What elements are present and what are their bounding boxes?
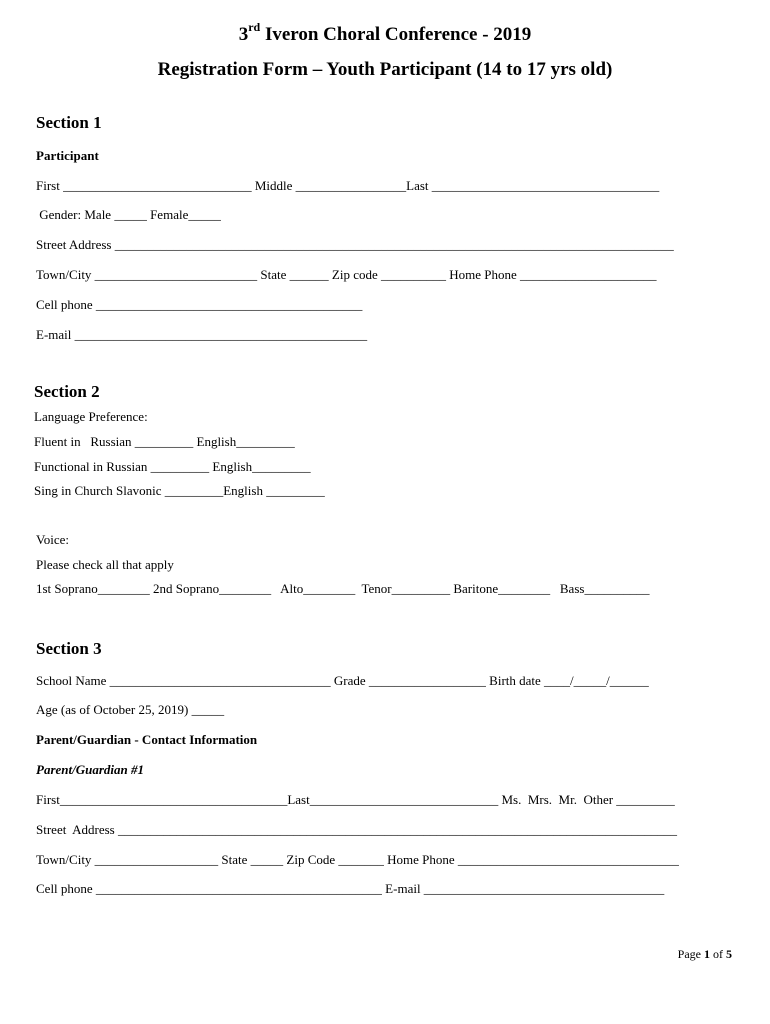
functional-line[interactable]: Functional in Russian _________ English_________ — [34, 459, 311, 474]
page-num: 1 — [704, 947, 710, 961]
voice-instruction: Please check all that apply — [36, 557, 174, 572]
guardian-street-line[interactable]: Street Address ______________________________________________________________________________________ — [36, 822, 677, 837]
voice-options-line[interactable]: 1st Soprano________ 2nd Soprano________ Alto________ Tenor_________ Baritone________ Bass__________ — [36, 581, 650, 596]
age-line[interactable]: Age (as of October 25, 2019) _____ — [36, 702, 225, 717]
participant-name-line[interactable]: First _____________________________ Middle _________________Last ___________________________________ — [36, 178, 660, 193]
page-word: Page — [677, 947, 704, 961]
guardian-phone-email-line[interactable]: Cell phone ____________________________________________ E-mail _____________________________________ — [36, 881, 665, 896]
section1-heading: Section 1 — [36, 113, 102, 132]
street-address-line[interactable]: Street Address ______________________________________________________________________________________ — [36, 237, 674, 252]
title-ordinal-number: 3 — [238, 24, 249, 45]
guardian-heading: Parent/Guardian #1 — [36, 762, 144, 777]
fluent-line[interactable]: Fluent in Russian _________ English_________ — [34, 434, 295, 449]
document-subtitle: Registration Form – Youth Participant (14 to 17 yrs old) — [157, 59, 613, 80]
town-city-line[interactable]: Town/City _________________________ State ______ Zip code __________ Home Phone _____________________ — [36, 267, 657, 282]
guardian-name-line[interactable]: First___________________________________Last_____________________________ Ms. Mrs. Mr. Other _________ — [36, 792, 675, 807]
participant-label: Participant — [36, 148, 99, 163]
language-preference-label: Language Preference: — [34, 409, 148, 424]
slavonic-line[interactable]: Sing in Church Slavonic _________English _________ — [34, 483, 325, 498]
section3-heading: Section 3 — [36, 639, 102, 658]
section2-heading: Section 2 — [34, 382, 100, 401]
guardian-town-line[interactable]: Town/City ___________________ State _____ Zip Code _______ Home Phone __________________________________ — [36, 852, 679, 867]
title-rest: Iveron Choral Conference - 2019 — [260, 24, 532, 45]
gender-line[interactable]: Gender: Male _____ Female_____ — [36, 207, 221, 222]
page-total: 5 — [726, 947, 732, 961]
email-line[interactable]: E-mail _____________________________________________ — [36, 327, 368, 342]
contact-info-heading: Parent/Guardian - Contact Information — [36, 732, 258, 747]
of-word: of — [710, 947, 726, 961]
page-number — [678, 947, 732, 962]
voice-label: Voice: — [36, 532, 69, 547]
school-line[interactable]: School Name __________________________________ Grade __________________ Birth date ____/_____/______ — [36, 673, 649, 688]
title-ordinal-suffix: rd — [248, 20, 261, 34]
cell-phone-line[interactable]: Cell phone _________________________________________ — [36, 297, 363, 312]
document-title — [0, 20, 770, 46]
